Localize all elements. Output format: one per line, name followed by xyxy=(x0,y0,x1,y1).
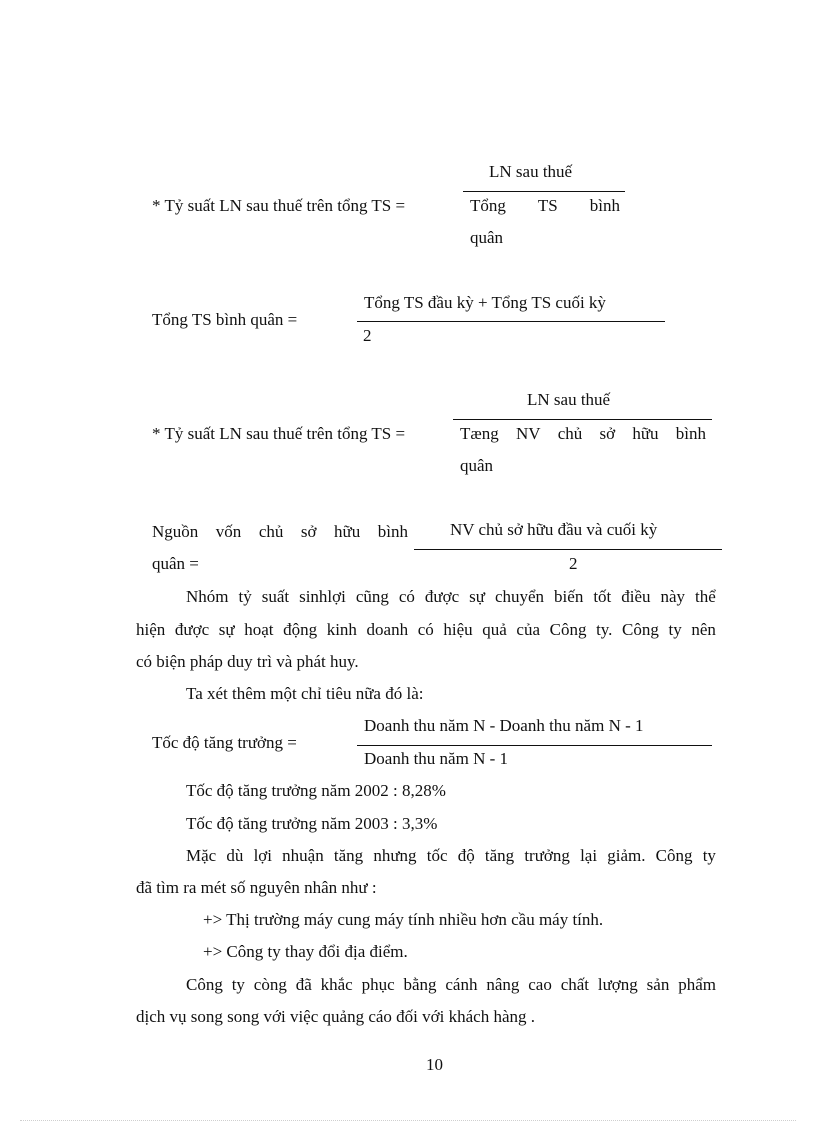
word: sản xyxy=(646,975,670,994)
word: trưởng xyxy=(524,846,570,865)
word: Mặc xyxy=(186,846,217,865)
word: chuyển xyxy=(494,587,545,606)
word: của xyxy=(516,620,540,639)
formula5-label: Tốc độ tăng trưởng = xyxy=(152,733,297,752)
word: hiệu xyxy=(443,620,473,639)
word: sự xyxy=(218,620,235,639)
word: phục xyxy=(361,975,395,994)
formula1-denominator xyxy=(470,196,620,216)
word: ty xyxy=(668,620,682,639)
word: được xyxy=(174,620,210,639)
growth-2003: Tốc độ tăng trưởng năm 2003 : 3,3% xyxy=(186,814,438,833)
word: này xyxy=(660,587,686,606)
formula1-numerator: LN sau thuế xyxy=(489,162,573,181)
word: đã xyxy=(295,975,312,994)
word: dù xyxy=(226,846,244,865)
formula1-label: * Tỷ suất LN sau thuế trên tổng TS = xyxy=(152,196,406,215)
para1-line1 xyxy=(136,587,716,607)
word: ty xyxy=(231,975,245,994)
word: hữu xyxy=(334,522,361,541)
para3-line2: đã tìm ra mét số nguyên nhân như : xyxy=(136,878,377,897)
word: kinh xyxy=(326,620,357,639)
page-number: 10 xyxy=(426,1055,443,1074)
formula4-label xyxy=(152,522,408,542)
word: bình xyxy=(377,522,408,541)
word: NV xyxy=(515,424,541,443)
para1-line2 xyxy=(136,620,716,640)
word: cao xyxy=(528,975,552,994)
word: động xyxy=(283,620,318,639)
word: nên xyxy=(691,620,716,639)
formula2-label: Tổng TS bình quân = xyxy=(152,310,298,329)
word: nâng xyxy=(486,975,520,994)
word: có xyxy=(398,587,415,606)
word: ty. xyxy=(596,620,613,639)
word: Nguồn xyxy=(152,522,199,541)
word: tỷ xyxy=(238,587,252,606)
formula2-numerator: Tổng TS đầu kỳ + Tổng TS cuối kỳ xyxy=(364,293,606,312)
word: quả xyxy=(482,620,507,639)
word: Công xyxy=(655,846,693,865)
word: có xyxy=(417,620,434,639)
formula4-numerator: NV chủ sở hữu đầu và cuối kỳ xyxy=(450,520,658,539)
word: Công xyxy=(186,975,223,994)
word: Công xyxy=(549,620,587,639)
para4-line1 xyxy=(136,975,716,995)
word: phẩm xyxy=(678,975,716,994)
word: giảm. xyxy=(607,846,646,865)
bullet-item: +> Thị trường máy cung máy tính nhiều hơn cầu máy tính. xyxy=(203,910,604,929)
page-bottom-border xyxy=(20,1120,796,1121)
formula1-fraction-bar xyxy=(463,191,625,192)
formula3-fraction-bar xyxy=(453,419,712,420)
word: tốc xyxy=(426,846,448,865)
formula5-fraction-bar xyxy=(357,745,712,746)
word: hữu xyxy=(632,424,659,443)
word: được xyxy=(424,587,460,606)
word: khắc xyxy=(320,975,353,994)
formula3-label: * Tỷ suất LN sau thuế trên tổng TS = xyxy=(152,424,406,443)
word: tăng xyxy=(333,846,364,865)
word: cũng xyxy=(355,587,389,606)
word: nhưng xyxy=(373,846,417,865)
word: doanh xyxy=(366,620,409,639)
word: sở xyxy=(300,522,317,541)
word: tốt xyxy=(593,587,612,606)
bullet-item: +> Công ty thay đổi địa điểm. xyxy=(203,942,408,961)
word: suất xyxy=(261,587,290,606)
word: Nhóm xyxy=(186,587,229,606)
formula1-denominator-wrap: quân xyxy=(470,228,504,247)
word: Công xyxy=(622,620,659,639)
formula4-denominator: 2 xyxy=(569,554,578,573)
word: nhuận xyxy=(282,846,324,865)
word: độ xyxy=(457,846,475,865)
word: hiện xyxy=(136,620,166,639)
word: hoạt xyxy=(244,620,274,639)
para4-line2: dịch vụ song song với việc quảng cáo đối với khách hàng . xyxy=(136,1007,535,1026)
formula2-fraction-bar xyxy=(357,321,665,322)
word: chủ xyxy=(557,424,583,443)
para2: Ta xét thêm một chỉ tiêu nữa đó là: xyxy=(186,684,424,703)
word: biến xyxy=(554,587,584,606)
formula5-numerator: Doanh thu năm N - Doanh thu năm N - 1 xyxy=(364,716,644,735)
word: điều xyxy=(621,587,651,606)
para1-line3: có biện pháp duy trì và phát huy. xyxy=(136,652,359,671)
word: lại xyxy=(580,846,598,865)
word: sinhlợi xyxy=(299,587,346,606)
word: chất xyxy=(560,975,590,994)
growth-2002: Tốc độ tăng trưởng năm 2002 : 8,28% xyxy=(186,781,446,800)
word: bình xyxy=(675,424,706,443)
word: còng xyxy=(253,975,287,994)
para3-line1 xyxy=(136,846,716,866)
formula2-denominator: 2 xyxy=(363,326,372,345)
formula3-numerator: LN sau thuế xyxy=(527,390,611,409)
word: sở xyxy=(599,424,616,443)
word: Tổng xyxy=(470,196,506,215)
word: bình xyxy=(589,196,620,215)
formula4-label-wrap: quân = xyxy=(152,554,199,573)
word: sự xyxy=(469,587,485,606)
word: thể xyxy=(695,587,716,606)
word: chủ xyxy=(258,522,284,541)
word: bằng xyxy=(403,975,437,994)
formula4-fraction-bar xyxy=(414,549,722,550)
word: TS xyxy=(537,196,558,215)
formula3-denominator xyxy=(460,424,706,444)
formula3-denominator-wrap: quân xyxy=(460,456,494,475)
word: cánh xyxy=(445,975,478,994)
word: tăng xyxy=(484,846,515,865)
word: vốn xyxy=(215,522,242,541)
word: ty xyxy=(702,846,716,865)
word: lượng xyxy=(597,975,638,994)
word: lợi xyxy=(253,846,272,865)
word: Tæng xyxy=(460,424,499,443)
formula5-denominator: Doanh thu năm N - 1 xyxy=(364,749,509,768)
